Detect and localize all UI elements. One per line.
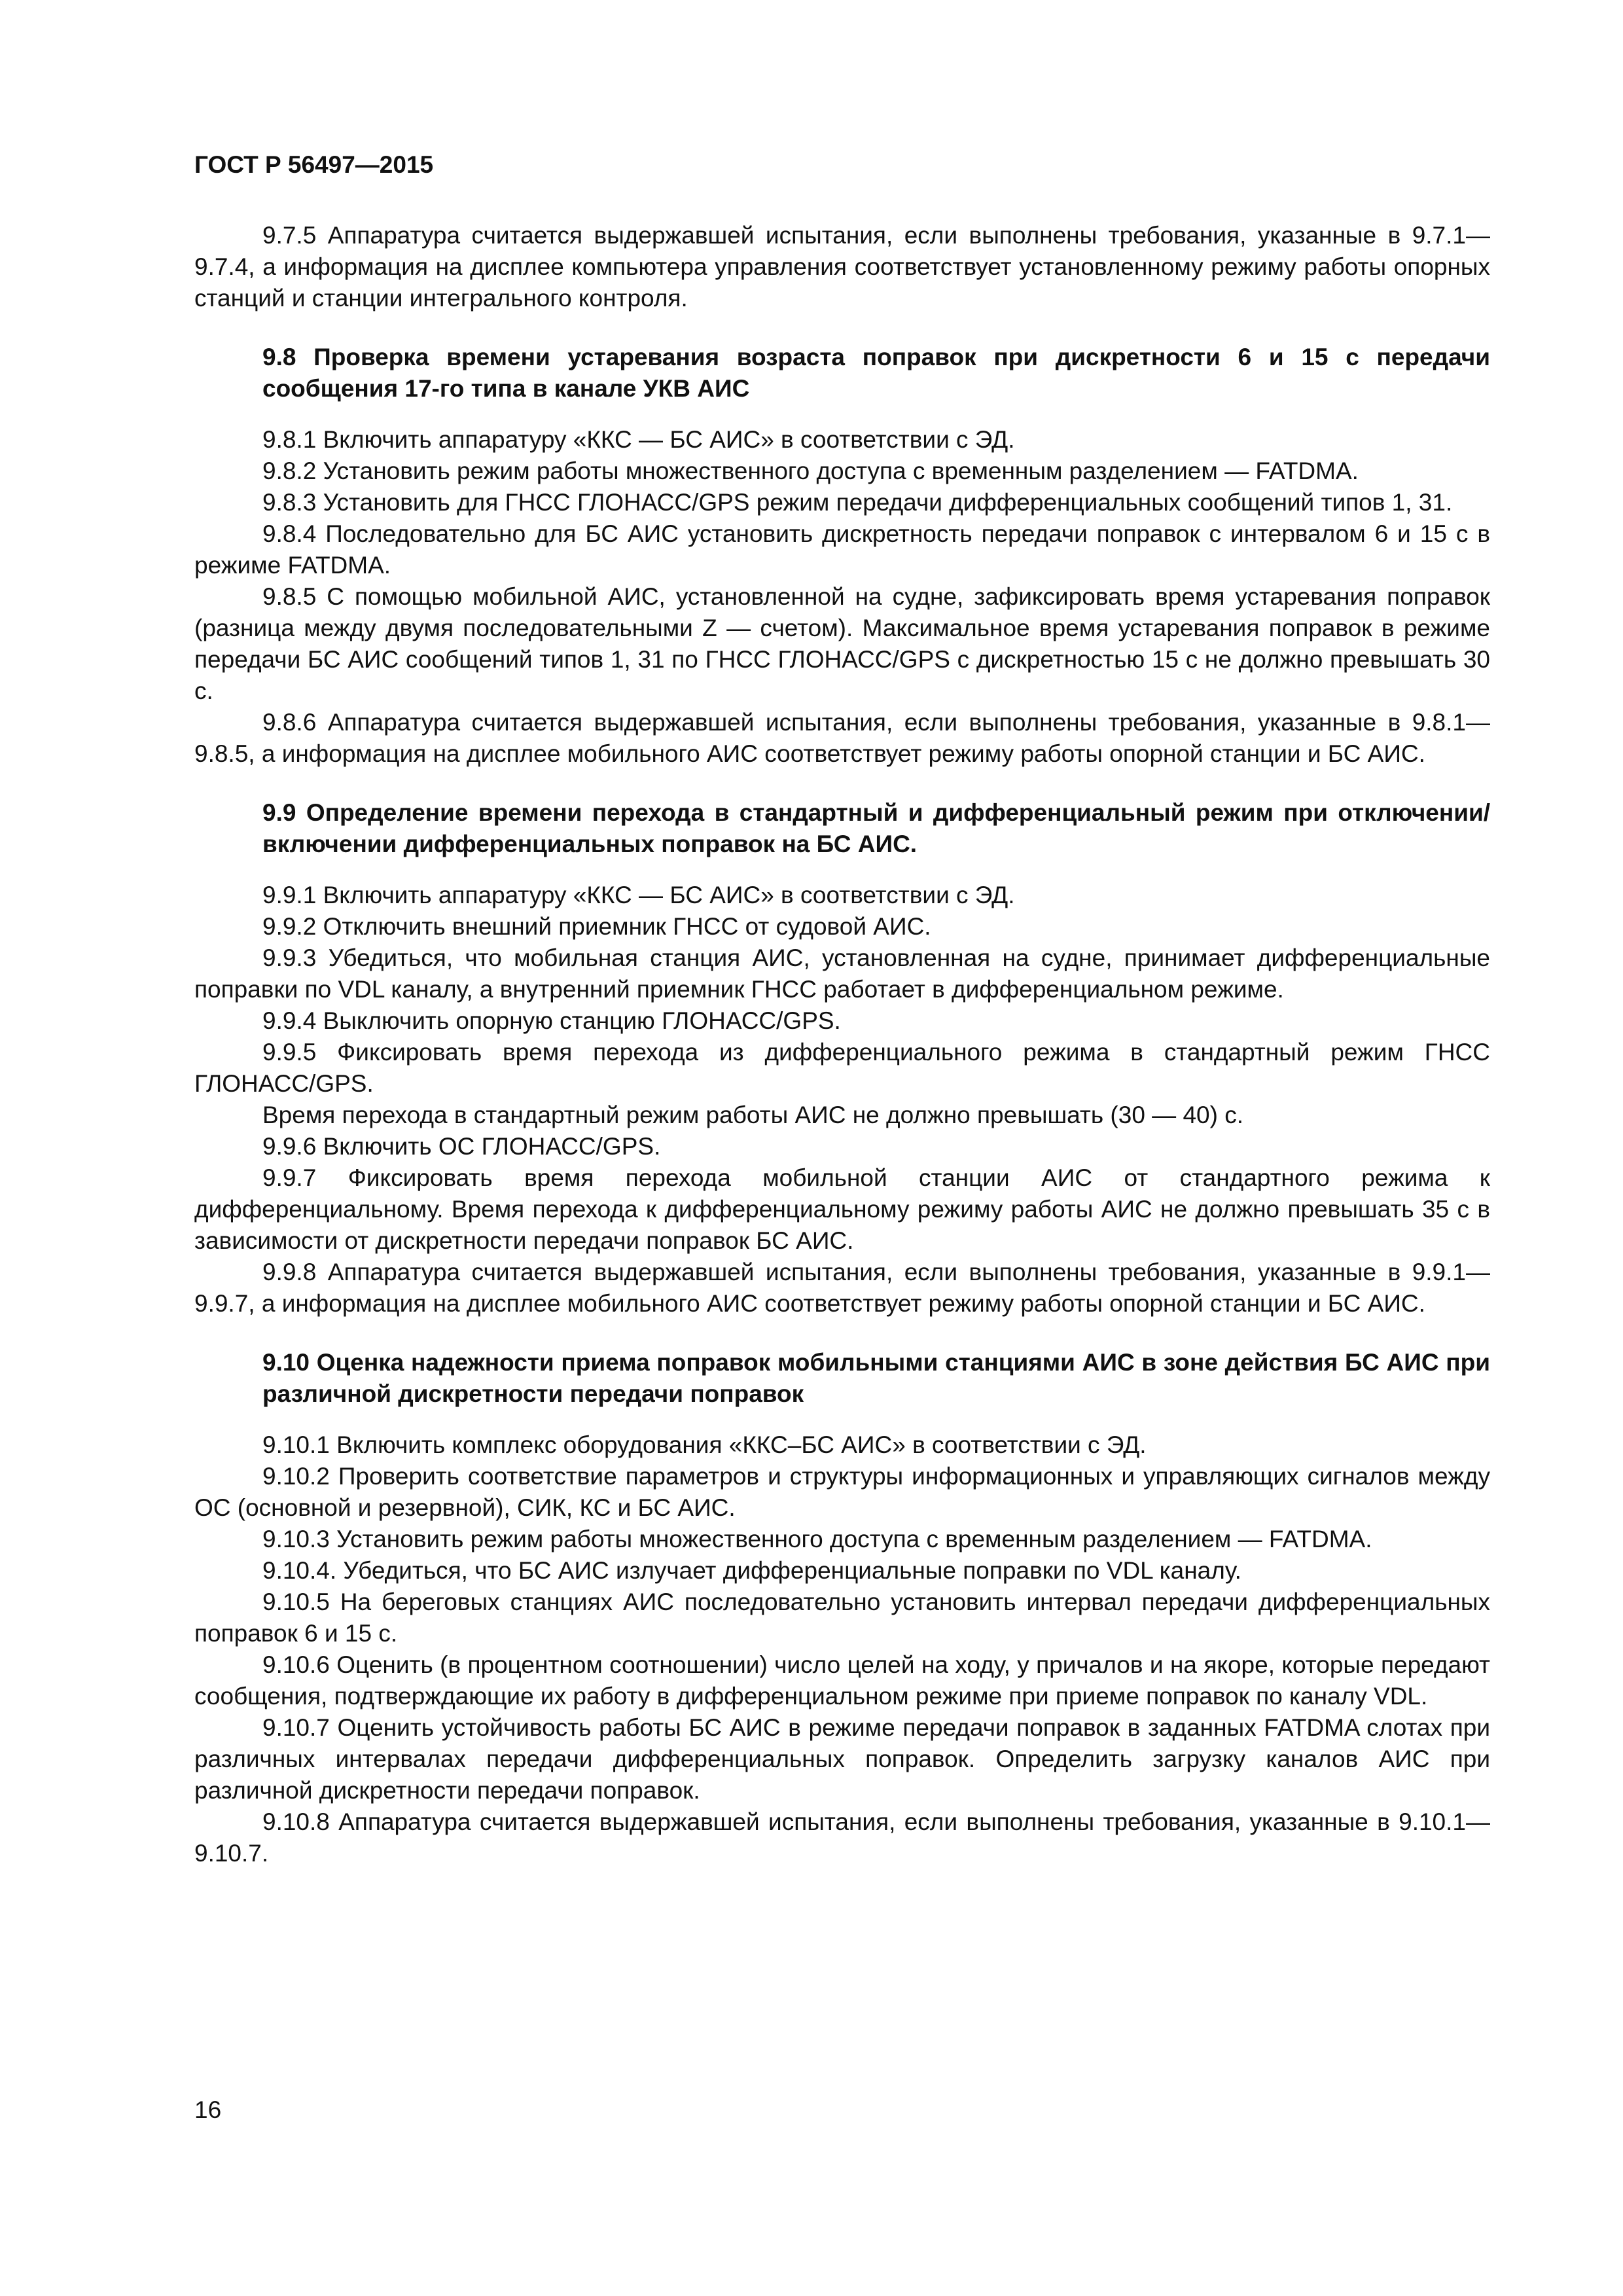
paragraph: 9.10.4. Убедиться, что БС АИС излучает дифференциальные поправки по VDL каналу. bbox=[262, 1557, 1241, 1584]
paragraph: 9.9.1 Включить аппаратуру «ККС — БС АИС» в соответствии с ЭД. bbox=[262, 882, 1015, 908]
paragraph: 9.9.6 Включить ОС ГЛОНАСС/GPS. bbox=[262, 1133, 661, 1160]
paragraph: 9.9.2 Отключить внешний приемник ГНСС от судовой АИС. bbox=[262, 913, 931, 940]
paragraph: 9.10.3 Установить режим работы множественного доступа с временным разделением — FATDMA. bbox=[262, 1526, 1372, 1552]
section-heading: 9.9 Определение времени перехода в стандартный и дифференциальный режим при отключении/включении дифференциальных поправок на БС АИС. bbox=[262, 799, 1490, 857]
paragraph: 9.10.5 На береговых станциях АИС последовательно установить интервал передачи дифференциальных поправок 6 и 15 с. bbox=[194, 1588, 1490, 1647]
paragraph: 9.8.3 Установить для ГНСС ГЛОНАСС/GPS режим передачи дифференциальных сообщений типов 1, 31. bbox=[262, 489, 1453, 516]
paragraph: 9.10.8 Аппаратура считается выдержавшей испытания, если выполнены требования, указанные в 9.10.1—9.10.7. bbox=[194, 1808, 1490, 1867]
paragraph: 9.9.3 Убедиться, что мобильная станция АИС, установленная на судне, принимает дифференциальные поправки по VDL каналу, а внутренний приемник ГНСС работает в дифференциальном режиме. bbox=[194, 944, 1490, 1003]
paragraph: 9.8.2 Установить режим работы множественного доступа с временным разделением — FATDMA. bbox=[262, 457, 1359, 484]
paragraph: 9.10.2 Проверить соответствие параметров и структуры информационных и управляющих сигналов между ОС (основной и резервной), СИК, КС и БС АИС. bbox=[194, 1463, 1490, 1521]
paragraph: Время перехода в стандартный режим работы АИС не должно превышать (30 — 40) с. bbox=[262, 1102, 1243, 1128]
paragraph: 9.8.5 С помощью мобильной АИС, установленной на судне, зафиксировать время устаревания поправок (разница между двумя последовательными Z — счетом). Максимальное время устаревания поправок в режиме передачи БС АИС сообщений типов 1, 31 по ГНСС ГЛОНАСС/GPS с дискретностью 15 с не должно превышать 30 с. bbox=[194, 583, 1490, 704]
document-content bbox=[194, 220, 1490, 1869]
paragraph: 9.9.8 Аппаратура считается выдержавшей испытания, если выполнены требования, указанные в 9.9.1—9.9.7, а информация на дисплее мобильного АИС соответствует режиму работы опорной станции и БС АИС. bbox=[194, 1259, 1490, 1317]
paragraph: 9.8.1 Включить аппаратуру «ККС — БС АИС» в соответствии с ЭД. bbox=[262, 426, 1015, 453]
paragraph: 9.10.7 Оценить устойчивость работы БС АИС в режиме передачи поправок в заданных FATDMA слотах при различных интервалах передачи дифференциальных поправок. Определить загрузку каналов АИС при различной дискретности передачи поправок. bbox=[194, 1714, 1490, 1804]
paragraph: 9.9.7 Фиксировать время перехода мобильной станции АИС от стандартного режима к дифференциальному. Время перехода к дифференциальному режиму работы АИС не должно превышать 35 с в зависимости от дискретности передачи поправок БС АИС. bbox=[194, 1164, 1490, 1254]
page-number: 16 bbox=[194, 2096, 222, 2123]
section-heading: 9.10 Оценка надежности приема поправок мобильными станциями АИС в зоне действия БС АИС при различной дискретности передачи поправок bbox=[262, 1349, 1490, 1407]
paragraph: 9.8.4 Последовательно для БС АИС установить дискретность передачи поправок с интервалом 6 и 15 с в режиме FATDMA. bbox=[194, 520, 1490, 579]
paragraph: 9.9.4 Выключить опорную станцию ГЛОНАСС/GPS. bbox=[262, 1007, 841, 1034]
document-code-header: ГОСТ Р 56497—2015 bbox=[194, 151, 434, 178]
paragraph: 9.7.5 Аппаратура считается выдержавшей испытания, если выполнены требования, указанные в 9.7.1—9.7.4, а информация на дисплее компьютера управления соответствует установленному режиму работы опорных станций и станции интегрального контроля. bbox=[194, 222, 1490, 312]
page-body bbox=[194, 149, 1490, 1869]
paragraph: 9.10.6 Оценить (в процентном соотношении) число целей на ходу, у причалов и на якоре, которые передают сообщения, подтверждающие их работу в дифференциальном режиме при приеме поправок по каналу VDL. bbox=[194, 1651, 1490, 1710]
paragraph: 9.8.6 Аппаратура считается выдержавшей испытания, если выполнены требования, указанные в 9.8.1—9.8.5, а информация на дисплее мобильного АИС соответствует режиму работы опорной станции и БС АИС. bbox=[194, 709, 1490, 767]
section-heading: 9.8 Проверка времени устаревания возраста поправок при дискретности 6 и 15 с передачи сообщения 17-го типа в канале УКВ АИС bbox=[262, 344, 1490, 402]
paragraph: 9.10.1 Включить комплекс оборудования «ККС–БС АИС» в соответствии с ЭД. bbox=[262, 1431, 1147, 1458]
paragraph: 9.9.5 Фиксировать время перехода из дифференциального режима в стандартный режим ГНСС ГЛОНАСС/GPS. bbox=[194, 1039, 1490, 1097]
